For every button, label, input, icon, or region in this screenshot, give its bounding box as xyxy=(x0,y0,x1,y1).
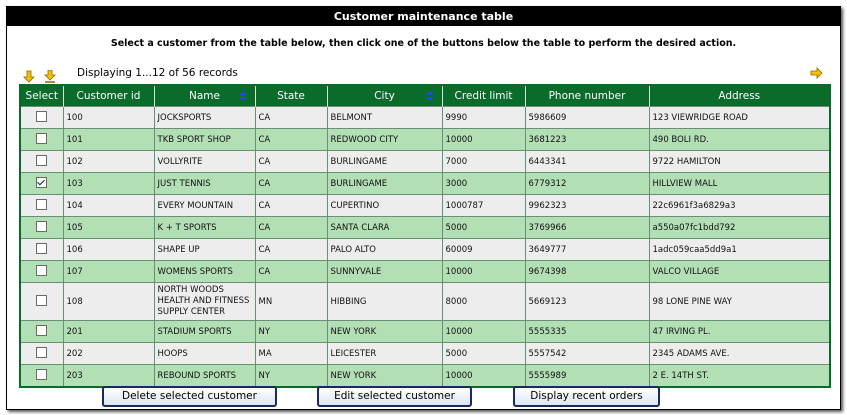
cell-state: CA xyxy=(255,195,327,217)
table-row[interactable] xyxy=(20,261,830,283)
cell-phone: 5986609 xyxy=(525,107,649,129)
row-select-checkbox[interactable] xyxy=(36,133,47,144)
cell-address: 9722 HAMILTON xyxy=(649,151,830,173)
table-header-row xyxy=(20,85,830,107)
row-select-checkbox[interactable] xyxy=(36,295,47,306)
cell-phone: 6779312 xyxy=(525,173,649,195)
cell-credit: 10000 xyxy=(442,129,525,151)
table-row[interactable] xyxy=(20,283,830,321)
select-cell xyxy=(20,195,63,217)
select-cell xyxy=(20,283,63,321)
cell-city: PALO ALTO xyxy=(327,239,442,261)
cell-id: 202 xyxy=(63,343,154,365)
cell-state: NY xyxy=(255,321,327,343)
cell-city: BURLINGAME xyxy=(327,151,442,173)
row-select-checkbox[interactable] xyxy=(36,265,47,276)
cell-state: CA xyxy=(255,217,327,239)
cell-city: SUNNYVALE xyxy=(327,261,442,283)
display-recent-orders-button[interactable]: Display recent orders xyxy=(513,386,660,407)
cell-city: CUPERTINO xyxy=(327,195,442,217)
cell-name: K + T SPORTS xyxy=(154,217,255,239)
delete-customer-button[interactable]: Delete selected customer xyxy=(102,386,277,407)
cell-id: 105 xyxy=(63,217,154,239)
cell-name: NORTH WOODS HEALTH AND FITNESS SUPPLY CENTER xyxy=(154,283,255,321)
cell-credit: 7000 xyxy=(442,151,525,173)
cell-id: 107 xyxy=(63,261,154,283)
cell-phone: 9962323 xyxy=(525,195,649,217)
cell-phone: 3681223 xyxy=(525,129,649,151)
cell-credit: 3000 xyxy=(442,173,525,195)
table-row[interactable] xyxy=(20,217,830,239)
cell-name: STADIUM SPORTS xyxy=(154,321,255,343)
cell-credit: 10000 xyxy=(442,365,525,388)
row-select-checkbox[interactable] xyxy=(36,347,47,358)
cell-credit: 10000 xyxy=(442,321,525,343)
table-row[interactable] xyxy=(20,321,830,343)
cell-city: HIBBING xyxy=(327,283,442,321)
cell-address: VALCO VILLAGE xyxy=(649,261,830,283)
sort-icon[interactable] xyxy=(426,91,434,101)
cell-city: REDWOOD CITY xyxy=(327,129,442,151)
cell-state: CA xyxy=(255,129,327,151)
table-row[interactable] xyxy=(20,129,830,151)
cell-name: HOOPS xyxy=(154,343,255,365)
cell-id: 104 xyxy=(63,195,154,217)
cell-state: MA xyxy=(255,343,327,365)
table-row[interactable] xyxy=(20,239,830,261)
cell-state: NY xyxy=(255,365,327,388)
table-row[interactable] xyxy=(20,151,830,173)
cell-id: 201 xyxy=(63,321,154,343)
cell-address: HILLVIEW MALL xyxy=(649,173,830,195)
row-select-checkbox[interactable] xyxy=(36,221,47,232)
customer-table-container xyxy=(19,84,829,388)
cell-city: SANTA CLARA xyxy=(327,217,442,239)
previous-arrow-icon[interactable] xyxy=(44,68,56,81)
cell-credit: 1000787 xyxy=(442,195,525,217)
sort-icon[interactable] xyxy=(239,91,247,101)
select-cell xyxy=(20,107,63,129)
cell-id: 103 xyxy=(63,173,154,195)
column-header-label: Name xyxy=(189,90,220,102)
row-select-checkbox[interactable] xyxy=(36,243,47,254)
cell-city: NEW YORK xyxy=(327,321,442,343)
cell-phone: 5669123 xyxy=(525,283,649,321)
table-row[interactable] xyxy=(20,195,830,217)
column-header-city[interactable] xyxy=(327,85,442,107)
select-cell xyxy=(20,151,63,173)
record-count-text: Displaying 1...12 of 56 records xyxy=(77,67,238,79)
column-header-name[interactable] xyxy=(154,85,255,107)
cell-phone: 3649777 xyxy=(525,239,649,261)
cell-phone: 9674398 xyxy=(525,261,649,283)
select-cell xyxy=(20,129,63,151)
cell-credit: 10000 xyxy=(442,261,525,283)
cell-id: 203 xyxy=(63,365,154,388)
cell-name: WOMENS SPORTS xyxy=(154,261,255,283)
cell-credit: 5000 xyxy=(442,343,525,365)
cell-phone: 5555335 xyxy=(525,321,649,343)
cell-state: MN xyxy=(255,283,327,321)
column-header-address: Address xyxy=(649,85,830,107)
cell-phone: 3769966 xyxy=(525,217,649,239)
cell-id: 106 xyxy=(63,239,154,261)
cell-city: NEW YORK xyxy=(327,365,442,388)
select-cell xyxy=(20,321,63,343)
column-header-credit-limit: Credit limit xyxy=(442,85,525,107)
first-page-arrow-icon[interactable] xyxy=(23,68,35,81)
cell-address: 123 VIEWRIDGE ROAD xyxy=(649,107,830,129)
cell-id: 108 xyxy=(63,283,154,321)
cell-name: EVERY MOUNTAIN xyxy=(154,195,255,217)
column-header-label: City xyxy=(374,90,395,102)
instructions-text: Select a customer from the table below, then click one of the buttons below the table to perform the desired action. xyxy=(110,38,737,49)
cell-credit: 60009 xyxy=(442,239,525,261)
cell-phone: 5557542 xyxy=(525,343,649,365)
cell-id: 100 xyxy=(63,107,154,129)
table-row[interactable] xyxy=(20,343,830,365)
table-row[interactable] xyxy=(20,107,830,129)
cell-address: 98 LONE PINE WAY xyxy=(649,283,830,321)
select-cell xyxy=(20,343,63,365)
cell-state: CA xyxy=(255,261,327,283)
select-cell xyxy=(20,217,63,239)
select-cell xyxy=(20,261,63,283)
column-header-customer-id: Customer id xyxy=(63,85,154,107)
cell-state: CA xyxy=(255,173,327,195)
cell-address: a550a07fc1bdd792 xyxy=(649,217,830,239)
cell-name: VOLLYRITE xyxy=(154,151,255,173)
select-cell xyxy=(20,365,63,388)
row-select-checkbox[interactable] xyxy=(36,369,47,380)
cell-name: TKB SPORT SHOP xyxy=(154,129,255,151)
cell-id: 101 xyxy=(63,129,154,151)
pagination-back-controls xyxy=(23,64,56,83)
table-row[interactable] xyxy=(20,173,830,195)
cell-address: 22c6961f3a6829a3 xyxy=(649,195,830,217)
cell-phone: 5555989 xyxy=(525,365,649,388)
customer-maintenance-panel xyxy=(6,6,841,410)
row-select-checkbox[interactable] xyxy=(36,325,47,336)
cell-state: CA xyxy=(255,107,327,129)
cell-city: BELMONT xyxy=(327,107,442,129)
column-header-select: Select xyxy=(20,85,63,107)
cell-id: 102 xyxy=(63,151,154,173)
cell-city: LEICESTER xyxy=(327,343,442,365)
cell-name: REBOUND SPORTS xyxy=(154,365,255,388)
row-select-checkbox[interactable] xyxy=(36,111,47,122)
cell-address: 2 E. 14TH ST. xyxy=(649,365,830,388)
select-cell xyxy=(20,173,63,195)
cell-address: 490 BOLI RD. xyxy=(649,129,830,151)
cell-name: SHAPE UP xyxy=(154,239,255,261)
table-row[interactable] xyxy=(20,365,830,388)
table-body xyxy=(20,107,830,388)
row-select-checkbox[interactable] xyxy=(36,199,47,210)
row-select-checkbox[interactable] xyxy=(36,155,47,166)
column-header-phone-number: Phone number xyxy=(525,85,649,107)
select-cell xyxy=(20,239,63,261)
cell-credit: 9990 xyxy=(442,107,525,129)
cell-name: JOCKSPORTS xyxy=(154,107,255,129)
cell-phone: 6443341 xyxy=(525,151,649,173)
next-page-arrow-icon[interactable] xyxy=(810,64,823,83)
row-select-checkbox[interactable] xyxy=(36,177,47,188)
cell-state: CA xyxy=(255,239,327,261)
cell-state: CA xyxy=(255,151,327,173)
cell-city: BURLINGAME xyxy=(327,173,442,195)
cell-address: 2345 ADAMS AVE. xyxy=(649,343,830,365)
edit-customer-button[interactable]: Edit selected customer xyxy=(317,386,472,407)
column-header-state: State xyxy=(255,85,327,107)
cell-name: JUST TENNIS xyxy=(154,173,255,195)
cell-credit: 5000 xyxy=(442,217,525,239)
panel-title: Customer maintenance table xyxy=(7,7,840,26)
cell-address: 47 IRVING PL. xyxy=(649,321,830,343)
cell-address: 1adc059caa5dd9a1 xyxy=(649,239,830,261)
cell-credit: 8000 xyxy=(442,283,525,321)
customer-table xyxy=(19,84,831,388)
